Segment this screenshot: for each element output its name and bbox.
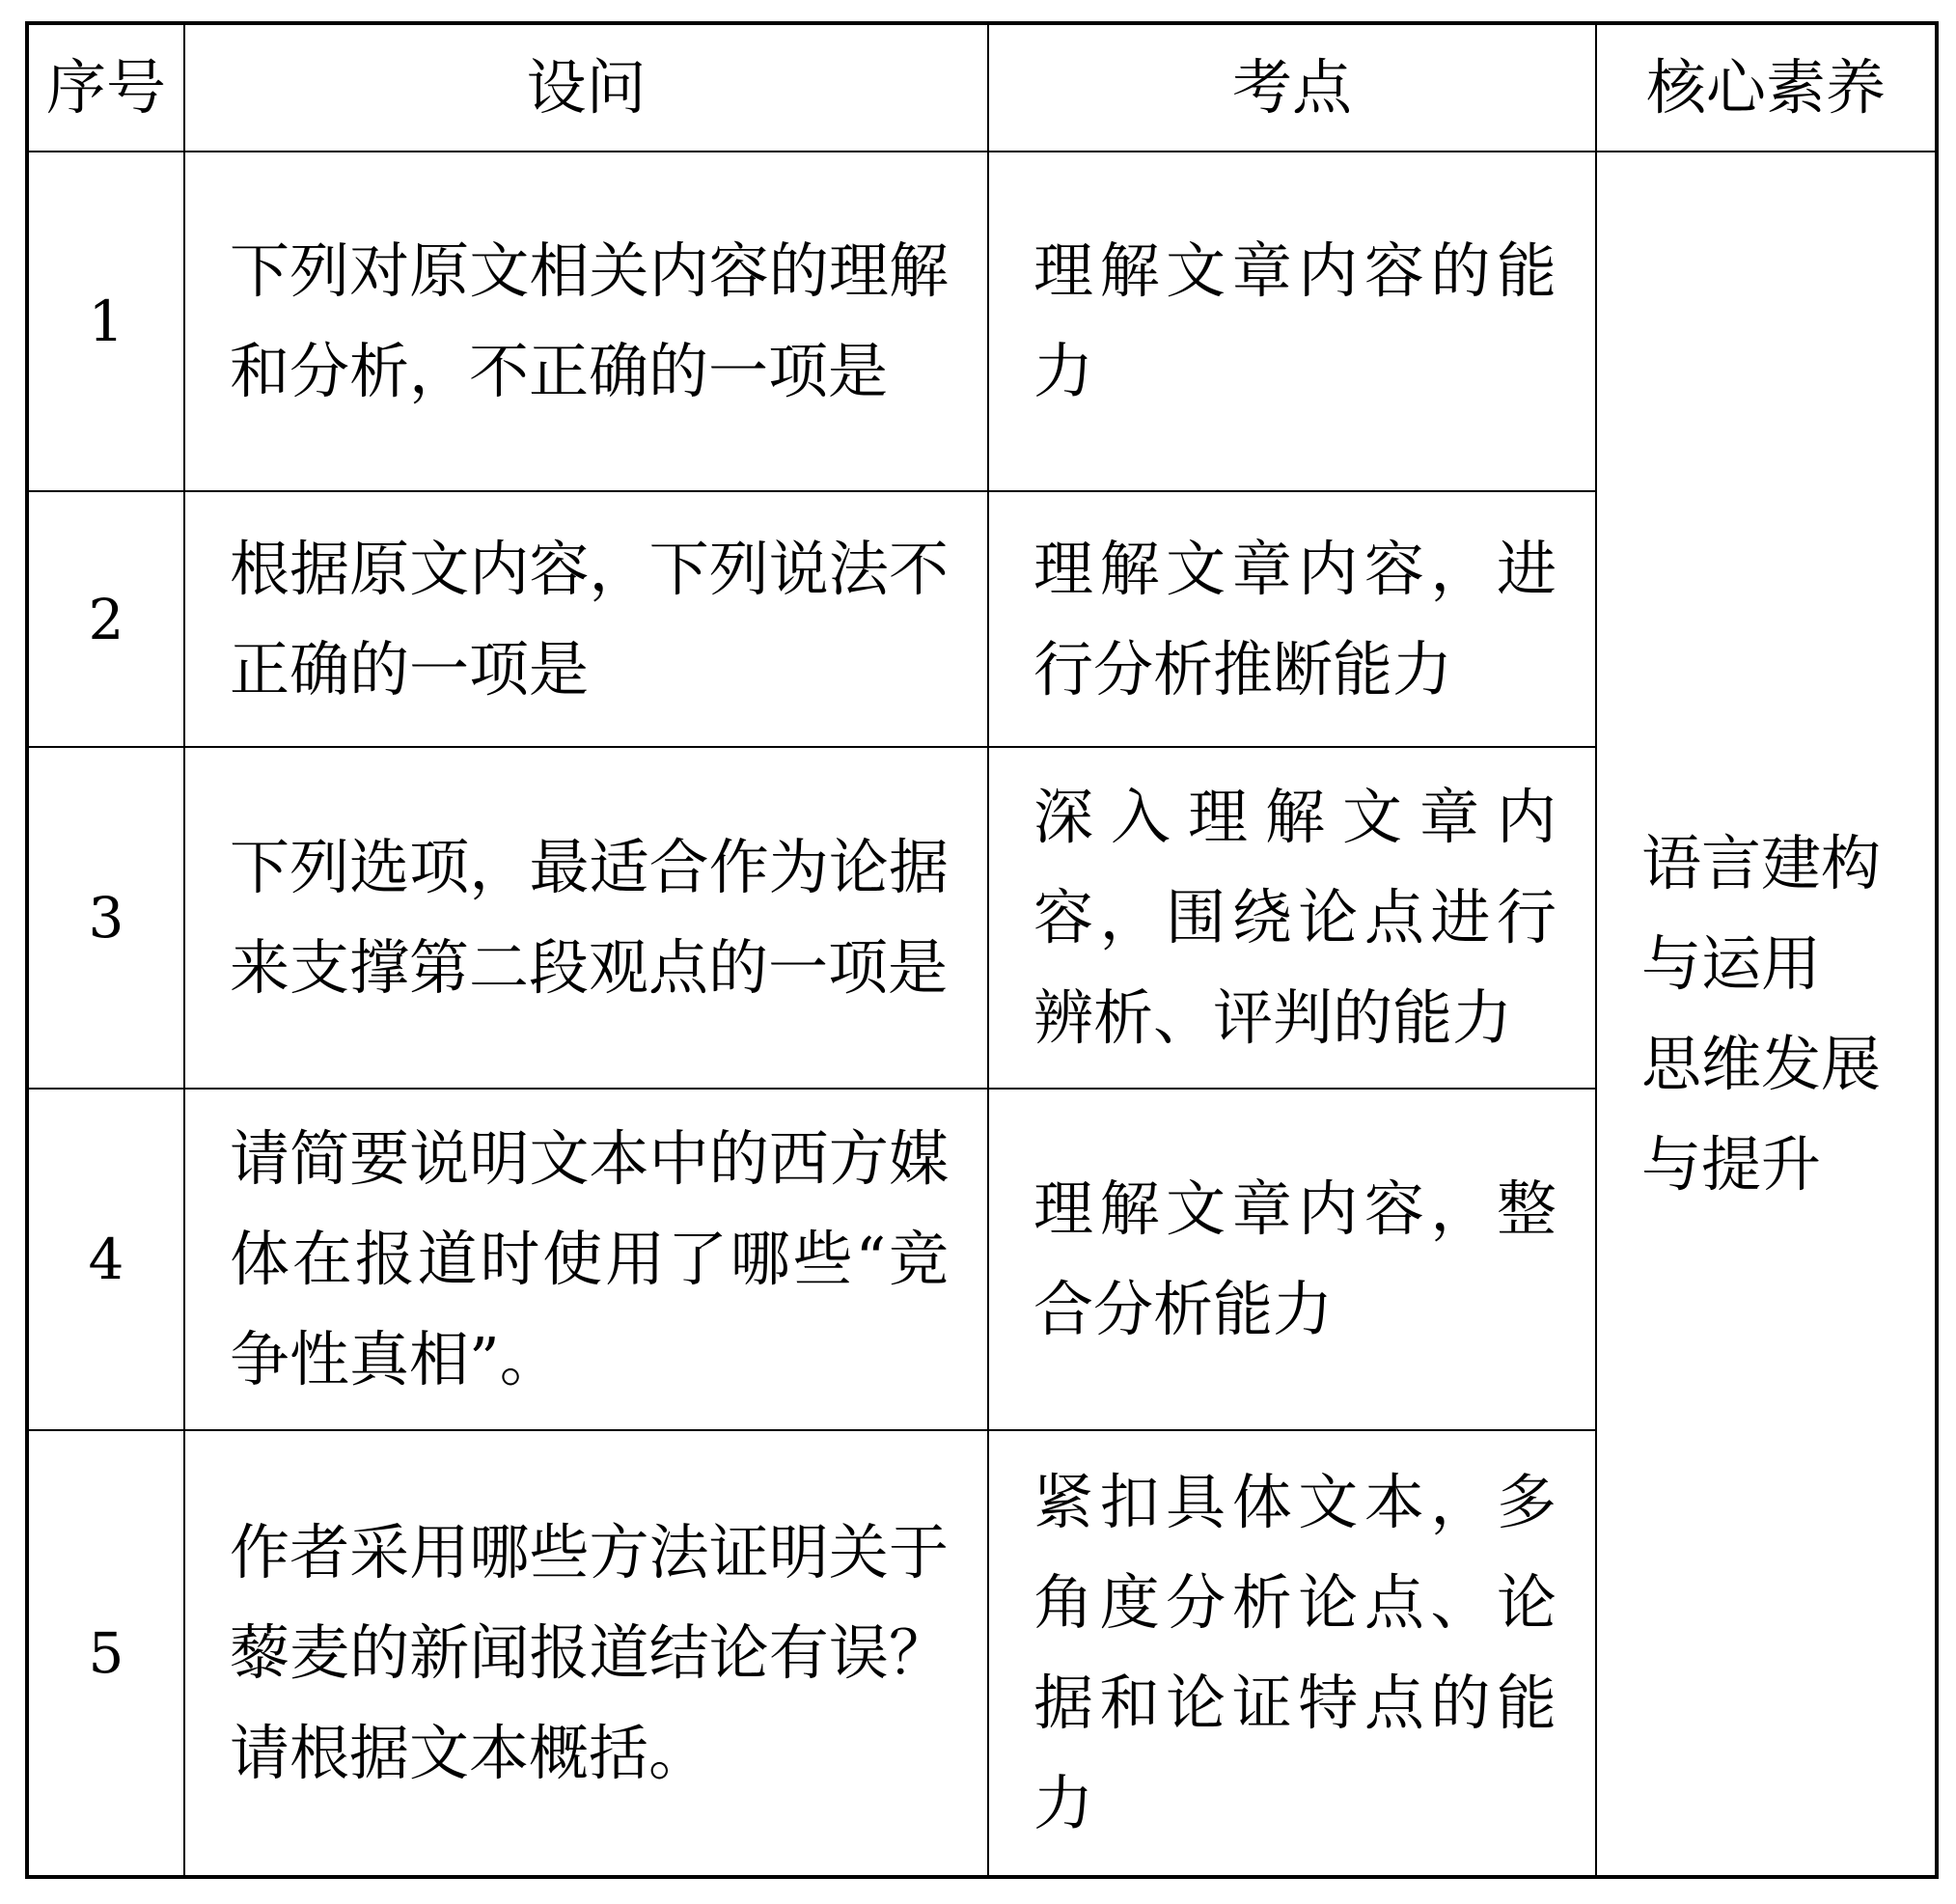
table-header-row xyxy=(27,23,1937,152)
test-point-text: 理解文章内容，进行分析推断能力 xyxy=(1033,533,1557,704)
row-question xyxy=(184,1430,988,1877)
core-literacy-line: 与提升 xyxy=(1641,1128,1822,1200)
test-point-text: 理解文章内容的能力 xyxy=(1033,235,1557,406)
literacy-table xyxy=(25,21,1939,1879)
core-literacy-line: 思维发展 xyxy=(1641,1028,1882,1099)
core-literacy-line: 语言建构 xyxy=(1641,827,1882,898)
row-index: 2 xyxy=(27,491,184,747)
question-text: 下列对原文相关内容的理解和分析，不正确的一项是 xyxy=(230,235,949,406)
question-text: 根据原文内容，下列说法不正确的一项是 xyxy=(230,533,949,704)
row-question xyxy=(184,747,988,1089)
row-index: 3 xyxy=(27,747,184,1089)
row-question xyxy=(184,1089,988,1430)
question-text: 请简要说明文本中的西方媒体在报道时使用了哪些“竞争性真相”。 xyxy=(230,1123,949,1394)
header-question: 设问 xyxy=(184,23,988,152)
header-test-point: 考点 xyxy=(988,23,1596,152)
question-text: 下列选项，最适合作为论据来支撑第二段观点的一项是 xyxy=(230,832,949,1003)
row-question xyxy=(184,152,988,491)
row-test-point xyxy=(988,152,1596,491)
test-point-text: 深入理解文章内容，围绕论点进行辨析、评判的能力 xyxy=(1033,782,1557,1053)
row-test-point xyxy=(988,747,1596,1089)
row-test-point xyxy=(988,1430,1596,1877)
core-literacy-cell xyxy=(1596,152,1937,1877)
row-index: 4 xyxy=(27,1089,184,1430)
question-text: 作者采用哪些方法证明关于藜麦的新闻报道结论有误？请根据文本概括。 xyxy=(230,1517,949,1788)
row-index: 1 xyxy=(27,152,184,491)
row-index: 5 xyxy=(27,1430,184,1877)
row-test-point xyxy=(988,491,1596,747)
row-question xyxy=(184,491,988,747)
table-row xyxy=(27,152,1937,491)
literacy-table-container xyxy=(25,21,1939,1879)
test-point-text: 理解文章内容，整合分析能力 xyxy=(1033,1173,1557,1344)
header-core-literacy: 核心素养 xyxy=(1596,23,1937,152)
header-index: 序号 xyxy=(27,23,184,152)
core-literacy-line: 与运用 xyxy=(1641,927,1822,999)
test-point-text: 紧扣具体文本，多角度分析论点、论据和论证特点的能力 xyxy=(1033,1467,1557,1838)
row-test-point xyxy=(988,1089,1596,1430)
